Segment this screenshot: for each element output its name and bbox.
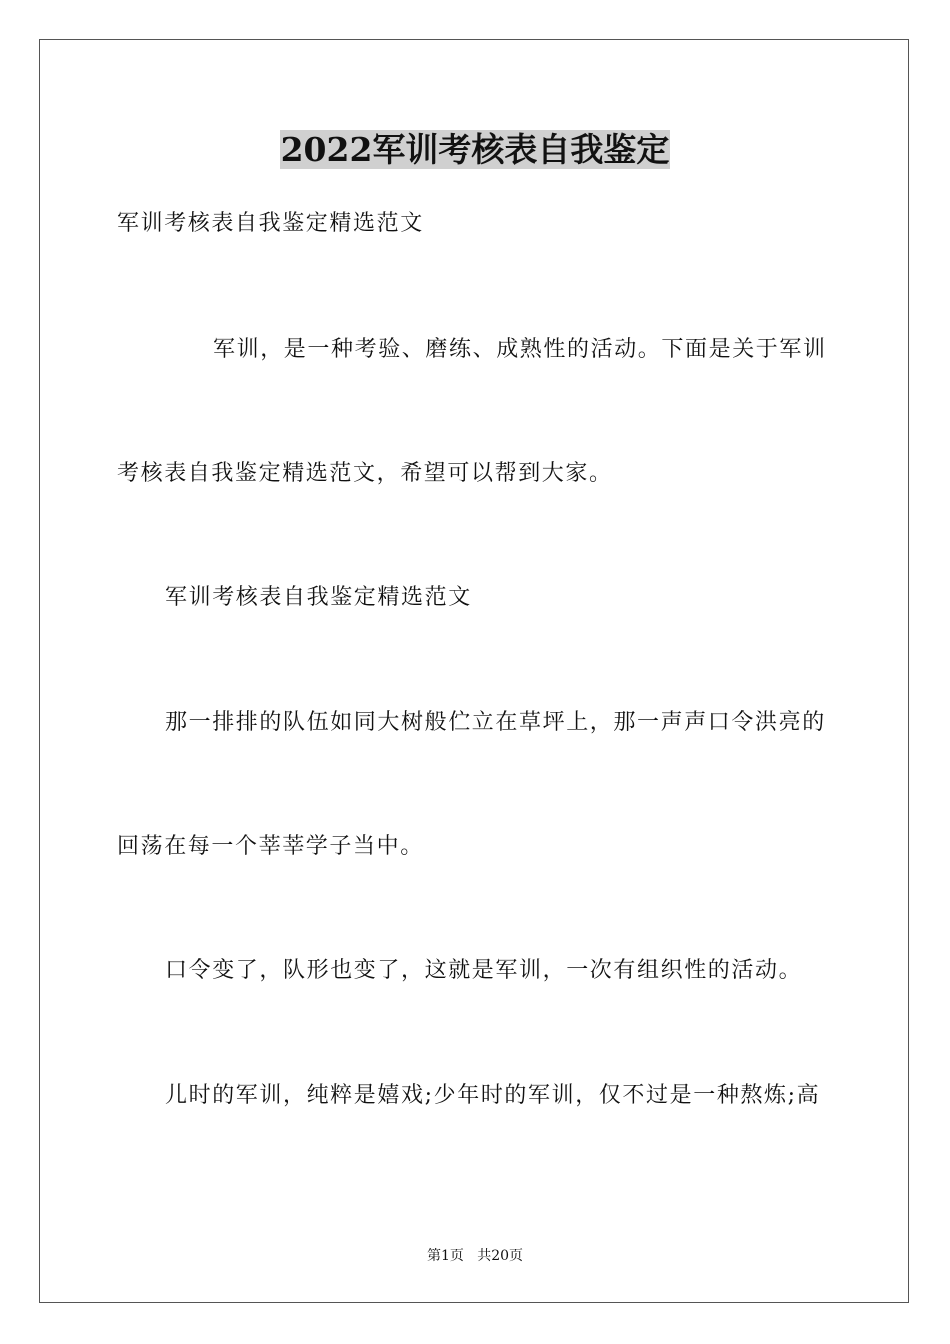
paragraph-line: 军训考核表自我鉴定精选范文 bbox=[165, 585, 472, 610]
document-title-text: 2022军训考核表自我鉴定 bbox=[280, 130, 670, 169]
paragraph-line: 回荡在每一个莘莘学子当中。 bbox=[117, 834, 424, 859]
paragraph-line: 那一排排的队伍如同大树般伫立在草坪上，那一声声口令洪亮的 bbox=[165, 710, 826, 735]
page-footer: 第1页 共20页 bbox=[426, 1248, 524, 1264]
paragraph-line: 儿时的军训，纯粹是嬉戏;少年时的军训，仅不过是一种熬炼;高 bbox=[165, 1083, 821, 1108]
paragraph-line: 口令变了，队形也变了，这就是军训，一次有组织性的活动。 bbox=[165, 958, 803, 983]
paragraph-line: 军训，是一种考验、磨练、成熟性的活动。下面是关于军训 bbox=[213, 337, 827, 362]
paragraph-line: 考核表自我鉴定精选范文，希望可以帮到大家。 bbox=[117, 461, 613, 486]
paragraph-line: 军训考核表自我鉴定精选范文 bbox=[117, 211, 424, 236]
document-title bbox=[0, 128, 950, 172]
